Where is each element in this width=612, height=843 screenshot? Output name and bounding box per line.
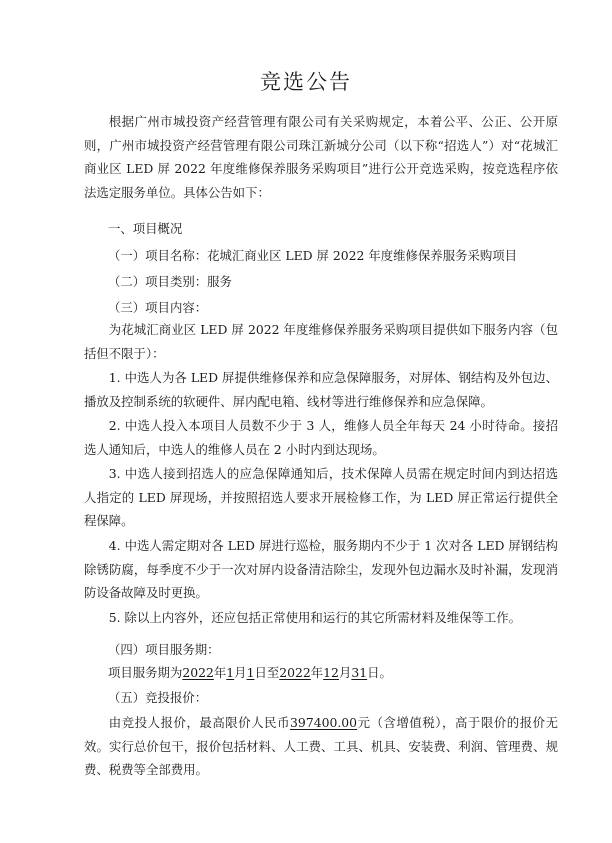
end-month: 12: [323, 665, 339, 680]
item-project-content: （三）项目内容：: [108, 300, 208, 315]
day-char-1: 日至: [254, 665, 280, 680]
year-char-2: 年: [310, 665, 324, 680]
start-month: 1: [226, 665, 235, 680]
year-char-1: 年: [213, 665, 227, 680]
month-char-1: 月: [234, 665, 247, 680]
month-char-2: 月: [338, 665, 352, 680]
start-day: 1: [246, 665, 255, 680]
day-char-2: 日。: [367, 665, 392, 680]
price-prefix: 由竞投人报价，最高限价人民币: [108, 715, 291, 730]
item-service-period: （四）项目服务期：: [108, 642, 220, 657]
item-bid-price: （五）竞投报价：: [108, 690, 208, 705]
content-point-3: 3. 中选人接到招选人的应急保障通知后，技术保障人员需在规定时间内到达招选人指定的 LED 屏现场，并按照招选人要求开展检修工作，为 LED 屏正常运行提供全程保障。: [84, 466, 558, 528]
item-project-name: （一）项目名称：花城汇商业区 LED 屏 2022 年度维修保养服务采购项目: [108, 248, 518, 263]
content-intro-paragraph: 为花城汇商业区 LED 屏 2022 年度维修保养服务采购项目提供如下服务内容（包括但不限于）：: [84, 322, 558, 361]
content-point-4: 4. 中选人需定期对各 LED 屏进行巡检，服务期内不少于 1 次对各 LED 屏钢结构除锈防腐，每季度不少于一次对屏内设备清洁除尘，发现外包边漏水及时补漏，发现消防设备故障及时更换。: [84, 538, 558, 600]
price-amount: 397400.00: [290, 715, 358, 730]
price-paragraph: [84, 711, 558, 782]
price-suffix: 元（含增值税），高于限价的报价无效。实行总价包干，报价包括材料、人工费、工具、机具、安装费、利润、管理费、规费、税费等全部费用。: [84, 715, 558, 777]
content-point-1: 1. 中选人为各 LED 屏提供维修保养和应急保障服务，对屏体、钢结构及外包边、播放及控制系统的软硬件、屏内配电箱、线材等进行维修保养和应急保障。: [84, 370, 558, 409]
service-period-line: [108, 663, 392, 683]
end-year: 2022: [279, 665, 311, 680]
end-day: 31: [351, 665, 368, 680]
page-title: 竞选公告: [260, 70, 352, 94]
intro-paragraph: 根据广州市城投资产经营管理有限公司有关采购规定，本着公平、公正、公开原则，广州市城投资产经营管理有限公司珠江新城分公司（以下称“招选人”）对“花城汇商业区 LED 屏 2022 年度维修保养服务采购项目”进行公开竞选采购，按竞选程序依法选定服务单位。具体公告如下：: [84, 114, 558, 200]
service-period-prefix: 项目服务期为: [108, 665, 183, 680]
section-heading-overview: 一、项目概况: [108, 221, 183, 236]
content-point-2: 2. 中选人投入本项目人员数不少于 3 人，维修人员全年每天 24 小时待命。接招选人通知后，中选人的维修人员在 2 小时内到达现场。: [84, 418, 558, 457]
content-point-5: 5. 除以上内容外，还应包括正常使用和运行的其它所需材料及维保等工作。: [108, 610, 522, 625]
start-year: 2022: [182, 665, 214, 680]
item-project-category: （二）项目类别：服务: [108, 274, 232, 289]
